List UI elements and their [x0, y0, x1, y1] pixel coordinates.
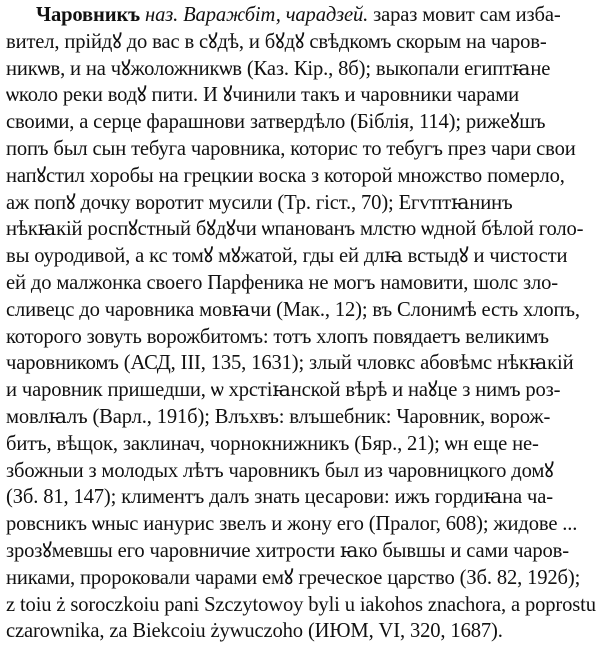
entry-line: аж попꙋ дочку воротит мусили (Тр. гіст., 70); Егѵптꙗнинъ — [6, 191, 513, 214]
entry-line: попъ был сын тебуга чаровника, которис то тебугъ през чари свои — [6, 137, 576, 160]
entry-line: ѡколо реки водꙋ пити. И ꙋчинили такъ и чаровники чарами — [6, 84, 519, 107]
entry-line: ей до малжонка своего Парфеника не могъ намовити, шолс зло- — [6, 271, 558, 294]
entry-line: ровсникъ ѡныс ианурис звелъ и жону его (Пралог, 608); жидове ... — [6, 513, 578, 536]
entry-line: битъ, вѣщок, заклинач, чорнокнижникъ (Бяр., 21); ѡн еще не- — [6, 432, 539, 455]
entry-line: зрозꙋмевшы его чаровничие хитрости ꙗко бывшы и сами чаров- — [6, 539, 569, 562]
entry-line: вител, прійдꙋ до вас в сꙋдѣ, и бꙋдꙋ свѣдкомъ скорым на чаров- — [6, 30, 547, 53]
dictionary-entry — [6, 2, 604, 645]
entry-line: вы оуродивой, а кс томꙋ мꙋжатой, гды ей длꙗ встыдꙋ и чистости — [6, 245, 568, 268]
entry-line: (Зб. 81, 147); климентъ далъ знать цесарови: ижъ гордиꙗна ча- — [6, 486, 553, 509]
entry-line: чаровникомъ (АСД, III, 135, 1631); злый чловкс абовѣмс нѣкꙗкій — [6, 352, 574, 375]
entry-line: мовлꙗлъ (Варл., 191б); Влъхвъ: влъшебник: Чаровник, ворож- — [6, 405, 551, 428]
entry-line: z toiu ż soroczkoiu pani Szczytowoy byli u iakohos znachora, a poprostu — [6, 593, 596, 616]
entry-line: своими, а серце фарашнови затвердѣло (Біблія, 114); рижеꙋшъ — [6, 111, 546, 134]
entry-line: сливецс до чаровника мовꙗчи (Мак., 12); въ Слонимѣ есть хлопъ, — [6, 298, 580, 321]
entry-line: напꙋстил хоробы на грецкии воска з которой множство померло, — [6, 164, 565, 187]
entry-line: czarownika, za Biekcoiu żywuczoho (ИЮМ, VI, 320, 1687). — [6, 620, 503, 643]
entry-headword: Чаровникъ — [36, 4, 141, 26]
entry-line-1 — [6, 2, 604, 29]
entry-line: збожныи з молодых лѣтъ чаровникъ был из чаровницкого домꙋ — [6, 459, 554, 482]
entry-line: которого зовуть ворожбитомъ: тотъ хлопъ повядаетъ великимъ — [6, 325, 549, 348]
entry-grammar: наз. Варажбіт, чарадзей. — [145, 4, 369, 26]
entry-line: нѣкꙗкій роспꙋстный бꙋдꙋчи ѡпанованъ млстю ѡдной бѣлой голо- — [6, 218, 584, 241]
entry-line-1-text: зараз мовит сам изба- — [373, 4, 561, 26]
entry-line: никами, пророковали чарами емꙋ греческое царство (Зб. 82, 192б); — [6, 566, 581, 589]
entry-line: и чаровник пришедши, ѡ хрстіꙗнской вѣрѣ и наꙋце з нимъ роз- — [6, 379, 561, 402]
entry-line: никѡв, и на чꙋжоложникѡв (Каз. Кір., 8б); выкопали египтꙗне — [6, 57, 551, 80]
